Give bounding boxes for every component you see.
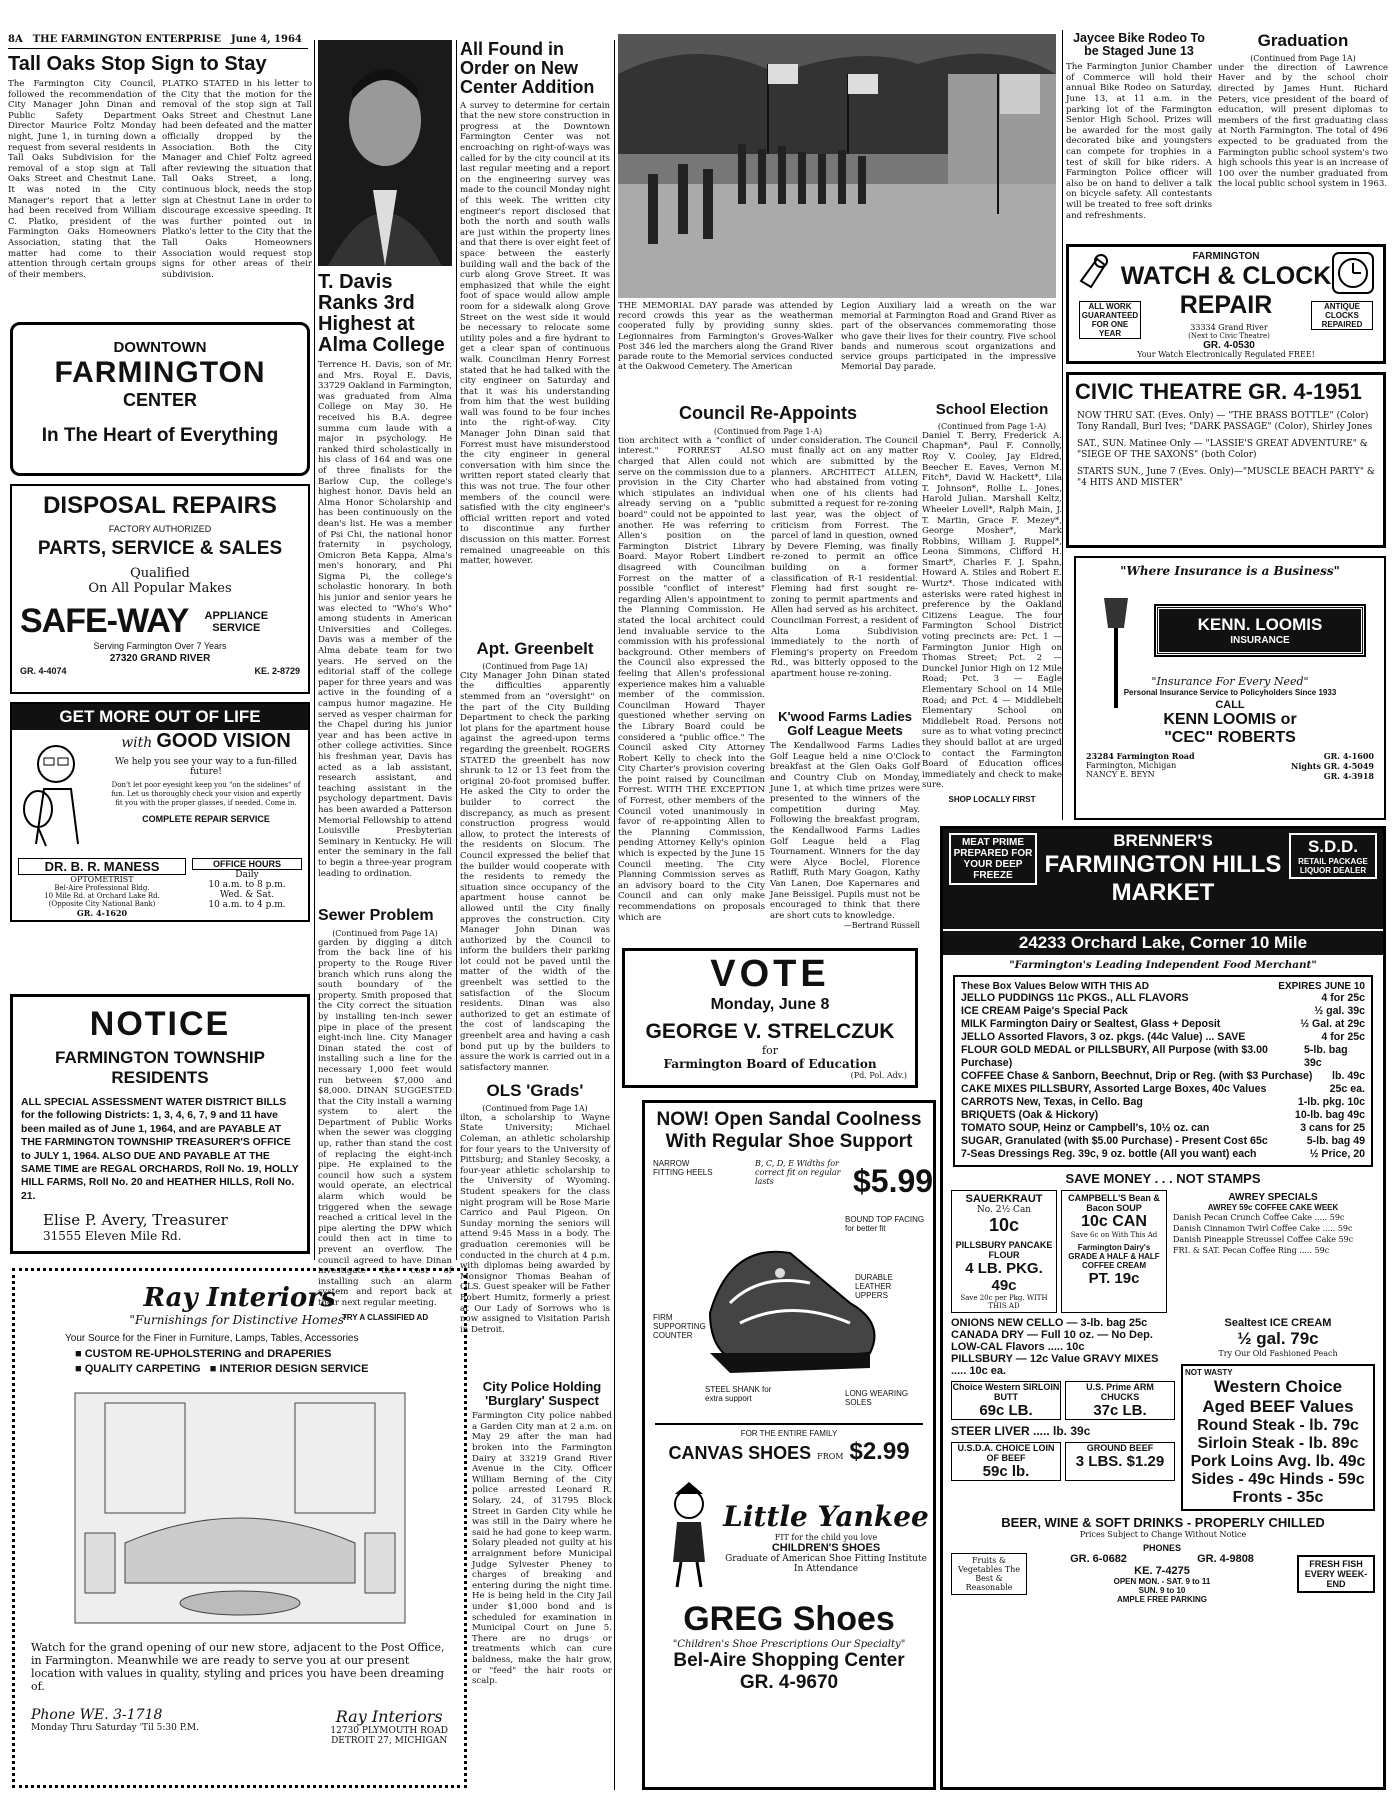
- disposal-phone-2: KE. 2-8729: [254, 666, 300, 676]
- issue-date: June 4, 1964: [231, 34, 302, 45]
- brenner-soup-3: Save 6c on With This Ad: [1070, 1231, 1158, 1239]
- greg-canvas: CANVAS SHOES: [668, 1443, 812, 1463]
- brenner-item-price: 5-lb. bag 49: [1306, 1135, 1365, 1147]
- grad-cont: (Continued from Page 1A): [1250, 53, 1356, 63]
- school-headline: School Election: [935, 401, 1049, 418]
- insurance-sign: KENN. LOOMIS: [1197, 615, 1323, 634]
- civic-line-3: STARTS SUN., June 7 (Eves. Only)—"MUSCLE BEACH PARTY" & "4 HITS AND MISTER": [1077, 467, 1375, 488]
- brenner-item-name: CAKE MIXES PILLSBURY, Assorted Large Boxes, 40c Values: [961, 1083, 1267, 1095]
- insurance-phone-3: GR. 4-3918: [1323, 771, 1374, 781]
- brenner-phone-c: KE. 7-4275: [1134, 1565, 1190, 1577]
- insurance-nancy: NANCY E. BEYN: [1086, 770, 1155, 779]
- center-label: CENTER: [122, 390, 197, 410]
- vote-ad: [622, 948, 918, 1088]
- insurance-ad: [1074, 556, 1386, 820]
- brenner-icecream-2: ½ gal. 79c: [1237, 1329, 1319, 1348]
- hours-wed: Wed. & Sat.: [219, 890, 275, 900]
- brenner-pancake-3: Save 20c per Pkg. WITH THIS AD: [960, 1294, 1048, 1310]
- greg-long: LONG WEARING SOLES: [845, 1389, 909, 1407]
- vote-pol: (Pd. Pol. Adv.): [850, 1071, 907, 1080]
- civic-theatre-ad: [1066, 372, 1386, 548]
- paper-name: THE FARMINGTON ENTERPRISE: [32, 34, 221, 45]
- brenner-fronts: Fronts - 35c: [1232, 1489, 1324, 1506]
- brenner-item: [961, 1109, 1365, 1122]
- brenner-item-price: ½ Gal. at 29c: [1300, 1018, 1365, 1030]
- brenner-not-wasty: NOT WASTY: [1185, 1368, 1233, 1377]
- brenner-item-name: ICE CREAM Paige's Special Pack: [961, 1005, 1128, 1017]
- brenner-phone-b: GR. 4-9808: [1197, 1553, 1254, 1565]
- watch-line-2: WATCH & CLOCK: [1120, 262, 1332, 290]
- memorial-caption: [618, 300, 1056, 376]
- disposal-qualified: Qualified: [130, 566, 190, 581]
- notice-body: ALL SPECIAL ASSESSMENT WATER DISTRICT BILLS for the following Districts: 1, 3, 4, 6, 7, 9 and 11 have been mailed as of June 1, 1964, and are PAYABLE AT THE FARMINGTON TOWNSHIP TREASURER'S OFFICE to JULY 1, 1964. ALSO DUE AND PAYABLE AT THE SAME TIME are REGAL ORCHARDS, Roll No. 19, HOLLY HILL FARMS, Roll No. 20 and HEATHER HILLS, Roll No. 21.: [21, 1097, 299, 1202]
- brenner-item-name: CARROTS New, Texas, in Cello. Bag: [961, 1096, 1143, 1108]
- graduation-article: [1218, 30, 1388, 240]
- brenner-ground: GROUND BEEF: [1086, 1443, 1154, 1453]
- vision-bldg: Bel-Aire Professional Bldg.: [54, 884, 150, 892]
- greg-widths: B, C, D, E Widths for correct fit on regular lasts: [755, 1159, 841, 1186]
- greg-phone: GR. 4-9670: [739, 1672, 839, 1693]
- kwood-byline: —Bertrand Russell: [843, 921, 920, 931]
- brenner-save: SAVE MONEY . . . NOT STAMPS: [1065, 1171, 1261, 1186]
- brenner-item-name: MILK Farmington Dairy or Sealtest, Glass + Deposit: [961, 1018, 1221, 1030]
- greg-grad: Graduate of American Shoe Fitting Institute In Attendance: [725, 1554, 927, 1574]
- brenner-item: [961, 1005, 1365, 1018]
- vision-help: We help you see your way to a fun-filled future!: [114, 757, 298, 777]
- brenner-item: [961, 1031, 1365, 1044]
- memorial-caption-2: Legion Auxiliary laid a wreath on the war memorial at Farmington Road and Grand River as part of the observances commemorating those who gave their lives for their country. Five school bands and numerous scout organizations and service groups participated in the impressive Memorial Day parade.: [841, 300, 1056, 372]
- brenner-slogan: "Farmington's Leading Independent Food Merchant": [1009, 959, 1317, 971]
- greg-center: Bel-Aire Shopping Center: [673, 1650, 905, 1671]
- brenner-item: [961, 992, 1365, 1005]
- disposal-title: DISPOSAL REPAIRS: [43, 492, 277, 519]
- brenner-lowcal: CANADA DRY — Full 10 oz. — No Dep. LOW-CAL Flavors ..... 10c: [951, 1329, 1153, 1353]
- insurance-need: "Insurance For Every Need": [1151, 675, 1309, 688]
- brenner-kraut-3: 10c: [988, 1215, 1020, 1235]
- column-rule-1: [314, 40, 315, 1260]
- vision-banner: GET MORE OUT OF LIFE: [12, 704, 308, 730]
- grad-headline: Graduation: [1257, 31, 1349, 50]
- vision-complete: COMPLETE REPAIR SERVICE: [142, 814, 270, 824]
- brenner-western: Western Choice: [1213, 1377, 1343, 1396]
- brenner-creamer-2: PT. 19c: [1088, 1270, 1140, 1287]
- brenner-loin-2: 59c lb.: [982, 1463, 1030, 1480]
- brenner-pancake-2: 4 LB. PKG. 49c: [965, 1260, 1043, 1294]
- brenner-aged: Aged BEEF Values: [1202, 1397, 1354, 1416]
- greg-firm: FIRM SUPPORTING COUNTER: [653, 1313, 706, 1340]
- brenner-awrey-2: AWREY 59c COFFEE CAKE WEEK: [1207, 1203, 1339, 1212]
- brenner-sdd-2: RETAIL PACKAGE LIQUOR DEALER: [1298, 857, 1368, 875]
- watch-antique: ANTIQUE CLOCKS REPAIRED: [1311, 301, 1373, 330]
- watch-free: Your Watch Electronically Regulated FREE!: [1137, 350, 1315, 359]
- ray-title: Ray Interiors: [143, 1283, 336, 1313]
- brenner-soup-2: 10c CAN: [1081, 1213, 1147, 1230]
- vision-phone: GR. 4-1620: [76, 908, 128, 918]
- ray-addr-1: 12730 PLYMOUTH ROAD: [330, 1726, 448, 1736]
- davis-article: [318, 270, 452, 890]
- watch-clock-ad: [1066, 244, 1386, 364]
- brenner-ground-2: 3 LBS. $1.29: [1075, 1453, 1165, 1470]
- brenner-box-header: These Box Values Below WITH THIS AD: [961, 981, 1149, 992]
- tall-oaks-headline: Tall Oaks Stop Sign to Stay: [8, 53, 267, 75]
- brenner-fruits: Fruits & Vegetables The Best & Reasonable: [951, 1553, 1027, 1595]
- brenner-item: [961, 1135, 1365, 1148]
- brenner-sdd: S.D.D.: [1307, 837, 1359, 856]
- greg-price: $5.99: [853, 1163, 934, 1199]
- brenner-onions: ONIONS NEW CELLO — 3-lb. bag 25c: [951, 1317, 1148, 1329]
- farmington-label: FARMINGTON: [54, 356, 266, 389]
- brenner-item-list: [961, 992, 1365, 1161]
- bike-rodeo-article: [1066, 30, 1212, 240]
- vision-small: Don't let poor eyesight keep you "on the sidelines" of fun. Let us thoroughly check your vision and expertly fit you with the proper glasses, if needed. Come in.: [111, 781, 301, 807]
- brenner-kraut: SAUERKRAUT: [965, 1193, 1043, 1205]
- little-yankee-boy-icon: [659, 1482, 719, 1592]
- brenner-item: [961, 1096, 1365, 1109]
- ray-hours: Monday Thru Saturday 'Til 5:30 P.M.: [31, 1723, 199, 1733]
- disposal-serving: Serving Farmington Over 7 Years: [93, 641, 227, 651]
- safeway-brand: SAFE-WAY: [20, 602, 189, 640]
- brenner-item-name: JELLO Assorted Flavors, 3 oz. pkgs. (44c Value) ... SAVE: [961, 1031, 1246, 1043]
- council-cont: (Continued from Page 1-A): [713, 426, 823, 436]
- vision-good: GOOD VISION: [156, 730, 291, 752]
- brenner-icecream: Sealtest ICE CREAM: [1224, 1317, 1332, 1329]
- insurance-phone-2: Nights GR. 4-5049: [1291, 761, 1374, 771]
- greenbelt-cont: (Continued from Page 1A): [482, 661, 588, 671]
- tennis-player-illustration: [16, 734, 106, 854]
- vision-addr: 10 Mile Rd. at Orchard Lake Rd.: [44, 892, 160, 900]
- disposal-auth: FACTORY AUTHORIZED: [108, 524, 212, 534]
- tall-oaks-text-2: PLATKO STATED in his letter to the City that the motion for the removal of the stop sign at Tall Oaks Street and Chestnut Lane had been defeated and the matter officially dropped by the Association. Both the City Manager and Chief Foltz agreed after reviewing the situation that Tall Oaks Street, a long, continuous block, needs the stop sign at Chestnut Lane in order to discourage excessive speeding. It was further pointed out in Platko's letter to the City that the Tall Oaks Homeowners Association would request stop signs for other areas of their subdivision.: [162, 79, 312, 280]
- vote-candidate: GEORGE V. STRELCZUK: [645, 1020, 895, 1043]
- disposal-parts: PARTS, SERVICE & SALES: [37, 538, 283, 559]
- brenner-item-price: 4 for 25c: [1321, 992, 1365, 1004]
- lantern-icon: [1096, 588, 1136, 708]
- civic-title: CIVIC THEATRE GR. 4-1951: [1075, 379, 1362, 404]
- council-headline: Council Re-Appoints: [679, 403, 857, 423]
- bike-text: The Farmington Junior Chamber of Commerce will hold their annual Bike Rodeo on Saturday, June 13, at 11 a.m. in the parking lot of the Farmington Senior High School. Prizes will be awarded for the most gaily decorated bike and youngsters can compete for trophies in a test of skill for bike riders. A Farmington Police officer will also be on hand to deliver a talk on bicycle safety. All contestants will be treated to free soft drinks and refreshments.: [1066, 62, 1212, 221]
- brenner-soup: CAMPBELL'S Bean & Bacon SOUP: [1068, 1193, 1160, 1213]
- clock-icon: [1331, 251, 1375, 295]
- brenners-market-ad: [940, 826, 1386, 1790]
- column-rule-2: [456, 40, 457, 1260]
- brenner-chuck: U.S. Prime ARM CHUCKS: [1086, 1382, 1154, 1402]
- awrey-item: Danish Pineapple Streussel Coffee Cake 59c: [1173, 1235, 1354, 1244]
- school-tag: SHOP LOCALLY FIRST: [948, 794, 1036, 804]
- watch-phone: GR. 4-0530: [1203, 340, 1255, 351]
- brenner-beer: BEER, WINE & SOFT DRINKS - PROPERLY CHILLED: [1001, 1515, 1325, 1530]
- page-number: 8A: [8, 34, 23, 45]
- tall-oaks-article: [8, 52, 312, 310]
- ray-bullet-2: ■ QUALITY CARPETING ■ INTERIOR DESIGN SERVICE: [75, 1363, 369, 1375]
- ols-article: [460, 1080, 610, 1370]
- vote-date: Monday, June 8: [710, 996, 830, 1013]
- insurance-addr-2: Farmington, Michigan: [1086, 761, 1177, 770]
- brenner-title: BRENNER'S: [1113, 831, 1213, 850]
- grad-text: under the direction of Lawrence Haver and by the school choir directed by James Hunt. Richard Peters, vice president of the board of education, will present diplomas to members of the first graduating class at North Farmington. The total of 496 expected to be graduated from the Farmington public school system's two high schools this year is an increase of 100 over the number graduated from the local public school system in 1963.: [1218, 62, 1388, 190]
- brenner-parking: AMPLE FREE PARKING: [1116, 1595, 1208, 1604]
- watch-line-3: REPAIR: [1179, 291, 1273, 319]
- school-cont: (Continued from Page 1-A): [937, 421, 1047, 431]
- davis-portrait: [318, 40, 452, 266]
- ray-watch: Watch for the grand opening of our new store, adjacent to the Post Office, in Farmington. Meanwhile we are ready to serve you at our present location with values in quality, styling and prices you have been dreaming of.: [31, 1641, 445, 1693]
- brenner-item-price: 1-lb. pkg. 10c: [1297, 1096, 1365, 1108]
- brenner-creamer: Farmington Dairy's GRADE A HALF & HALF COFFEE CREAM: [1068, 1243, 1160, 1270]
- brenner-item-name: 7-Seas Dressings Reg. 39c, 9 oz. bottle (All you want) each: [961, 1148, 1257, 1160]
- ols-text: ilton, a scholarship to Wayne State University; Michael Coleman, an athletic scholarship for four years to the University of Pittsburg; and Stanley Secosky, a four-year athletic scholarship to the University of Wyoming. Student speakers for the class night program will be Rose Marie Carrico and Paul Pigeon. On Sunday morning the seniors will attend 9:45 Mass in a body. The graduation ceremonies will be conducted in the church at 4 p.m. with diplomas being awarded by Monsignor Thomas Beahan of OLS. Guest speaker will be Father Robert Humitz, formerly a priest at Our Lady of Sorrows who is now assigned to Visitation Parish in Detroit.: [460, 1112, 610, 1335]
- brenner-item-price: 5-lb. bag 39c: [1304, 1044, 1348, 1069]
- greg-fit: FIT for the child you love: [774, 1533, 878, 1542]
- insurance-sign-2: INSURANCE: [1230, 635, 1290, 646]
- notice-box: [10, 994, 310, 1254]
- brenner-item: [961, 1044, 1365, 1070]
- greg-narrow: NARROW FITTING HEELS: [653, 1159, 713, 1177]
- brenner-item: [961, 1018, 1365, 1031]
- greg-shoes-ad: [642, 1100, 936, 1790]
- brenner-awrey: AWREY SPECIALS: [1228, 1192, 1318, 1203]
- notice-sub: FARMINGTON TOWNSHIP RESIDENTS: [55, 1048, 265, 1087]
- sewer-headline: Sewer Problem: [318, 907, 434, 924]
- vote-title: VOTE: [710, 953, 830, 995]
- watch-next: (Next to Civic Theatre): [1188, 332, 1270, 340]
- brenner-item-price: 10-lb. bag 49c: [1294, 1109, 1365, 1121]
- brenner-icecream-3: Try Our Old Fashioned Peach: [1218, 1349, 1338, 1358]
- watch-title: FARMINGTON: [1192, 251, 1260, 262]
- greg-children: CHILDREN'S SHOES: [771, 1542, 881, 1554]
- doctor-name: DR. B. R. MANESS: [18, 858, 186, 875]
- vote-board: Farmington Board of Education: [663, 1057, 877, 1071]
- notice-title: NOTICE: [89, 1005, 231, 1043]
- brenner-sides: Sides - 49c Hinds - 59c: [1191, 1471, 1365, 1488]
- downtown-label: DOWNTOWN: [113, 339, 207, 356]
- brenner-pork: Pork Loins Avg. lb. 49c: [1190, 1453, 1366, 1470]
- brenner-item-name: TOMATO SOUP, Heinz or Campbell's, 10½ oz. can: [961, 1122, 1210, 1134]
- optometrist: OPTOMETRIST: [70, 875, 134, 884]
- brenner-phone-a: GR. 6-0682: [1070, 1553, 1127, 1565]
- brenner-item-name: COFFEE Chase & Sanborn, Beechnut, Drip or Reg. (with $3 Purchase): [961, 1070, 1313, 1082]
- davis-headline: T. Davis Ranks 3rd Highest at Alma College: [318, 271, 445, 356]
- masthead: [8, 34, 308, 48]
- civic-line-2: SAT., SUN. Matinee Only — "LASSIE'S GREAT ADVENTURE" & "SIEGE OF THE SAXONS" (both Color): [1077, 439, 1368, 460]
- brenner-gravy: PILLSBURY — 12c Value GRAVY MIXES ..... 10c ea.: [951, 1353, 1159, 1377]
- downtown-tagline: In The Heart of Everything: [41, 425, 279, 446]
- brenner-meat: MEAT PRIME PREPARED FOR YOUR DEEP FREEZE: [949, 833, 1037, 885]
- davis-text: Terrence H. Davis, son of Mr. and Mrs. Royal E. Davis, 33729 Oakland in Farmington, was graduated from Alma College on May 30. He received his B.A. degree summa cum laude with a major in psychology. He ranked third scholastically in his class of 164 and was one of three finalists for the Barlow Cup, the college's highest honor. Davis held an Alma Honor Scholarship and has been continuously on the dean's list. He was a member of Psi Chi, the national honor fraternity in psychology, Omicron Beta Kappa, Alma's men's honorary, and Phi Sigma Pi, the college's scholastic honorary. In both his junior and senior years he was elected to "Who's Who" among students in American Universities and Colleges. Davis was a member of the Alma debate team for two years. He served on the editorial staff of the college paper for three years and was active in the founding of a campus humor magazine. He served as vesper chairman for the Chapel during his junior year and has been active in other college activities. Since his freshman year, Davis has acted as a lab assistant, research assistant, and teaching assistant in the psychology department. Davis has been awarded a Patterson Memorial Fellowship to attend Louisville Presbyterian Seminary in Kentucky. He will enter the seminary in the fall to begin a three-year program leading to ordination.: [318, 360, 452, 879]
- sewer-cont: (Continued from Page 1A): [332, 928, 438, 938]
- notice-treasurer: Elise P. Avery, Treasurer: [43, 1211, 228, 1230]
- brenner-item-price: ½ Price, 20: [1309, 1148, 1365, 1160]
- brenner-sirloin: Choice Western SIRLOIN BUTT: [952, 1382, 1060, 1402]
- police-headline: City Police Holding 'Burglary' Suspect: [482, 1379, 602, 1408]
- masthead-rule: [8, 48, 308, 49]
- brenner-item-name: SUGAR, Granulated (with $5.00 Purchase) - Present Cost 65c: [961, 1135, 1268, 1147]
- ols-headline: OLS 'Grads': [486, 1081, 584, 1100]
- watch-address: 33334 Grand River: [1190, 323, 1268, 332]
- insurance-phone-1: GR. 4-1600: [1323, 751, 1374, 761]
- greg-from: FROM: [817, 1452, 844, 1461]
- brenner-expires: EXPIRES JUNE 10: [1278, 981, 1365, 992]
- greg-slogan: "Children's Shoe Prescriptions Our Specialty": [672, 1639, 906, 1650]
- greg-yankee: Little Yankee: [723, 1500, 929, 1533]
- brenner-prices: Prices Subject to Change Without Notice: [1079, 1530, 1247, 1539]
- brenner-sirloin-2: 69c LB.: [979, 1402, 1033, 1419]
- brenner-title-2: FARMINGTON HILLS: [1044, 851, 1282, 878]
- greg-steel: STEEL SHANK for extra support: [705, 1385, 772, 1403]
- greenbelt-text: City Manager John Dinan stated the difficulties apparently stemmed from an "oversight" on the part of the City Building Department to check the parking lot plans for the apartment house against the agreed-upon terms regarding the greenbelt. ROGERS STATED the greenbelt has now shrunk to 12 or 13 feet from the original 20-foot promised buffer. He asked the City to order the builder to correct the discrepancy, as much as present construction progress would allow, to protect the interests of the residents on Slocum. The Council expressed the belief that the builder would cooperate with the residents to remedy the situation since occupancy of the apartment house cannot be allowed until the City finally approves the construction. City Manager John Dinan was authorized by the Council to inform the builders their parking lot could not be paved until the matter of the width of the greenbelt was settled to the satisfaction of the Slocum residents. Dinan was also authorized to get an estimate of the cost of landscaping the greenbelt area and having a cash bond put up by the builders to assure the work is carried out in a satisfactory manner.: [460, 670, 610, 1073]
- greg-headline-1: NOW! Open Sandal Coolness: [656, 1109, 922, 1130]
- brenner-item-price: lb. 49c: [1332, 1070, 1365, 1082]
- insurance-personal: Personal Insurance Service to Policyholders Since 1933: [1123, 688, 1337, 697]
- sandal-shoe-illustration: [700, 1203, 890, 1393]
- brenner-loin: U.S.D.A. CHOICE LOIN OF BEEF: [957, 1443, 1055, 1463]
- memorial-day-photo: [618, 34, 1056, 298]
- brenner-chuck-2: 37c LB.: [1093, 1402, 1147, 1419]
- greg-price-2: $2.99: [849, 1438, 910, 1465]
- ray-source: Your Source for the Finer in Furniture, Lamps, Tables, Accessories: [65, 1333, 359, 1344]
- brenner-item-name: BRIQUETS (Oak & Hickory): [961, 1109, 1099, 1121]
- vote-for: for: [762, 1044, 778, 1057]
- kwood-text: The Kendallwood Farms Ladies Golf League held a nine O'Clock breakfast at the Glen Oaks Golf and Country Club on Monday, June 1, at which time prizes were presented to the winners of the competition during May. Following the breakfast program, the Kendallwood Farms Ladies Golf League held a Flag Tournament. Winners for the day were Alyce Boclel, Florence Ratliff, Ruth Mary Goagon, Kathy Van Lanen, Doe Kapernares and Jane Beissigel. Pupils must not be encouraged to think that there are short cuts to knowledge.: [770, 741, 920, 921]
- ray-script: "Furnishings for Distinctive Homes": [129, 1313, 350, 1327]
- ray-addr-2: DETROIT 27, MICHIGAN: [331, 1736, 448, 1746]
- brenner-phones: PHONES: [1142, 1543, 1181, 1553]
- awrey-item: FRI. & SAT. Pecan Coffee Ring ..... 59c: [1173, 1246, 1330, 1255]
- brenner-item: [961, 1148, 1365, 1161]
- watch-guarantee: ALL WORK GUARANTEED FOR ONE YEAR: [1079, 301, 1141, 339]
- insurance-call: CALL: [1215, 699, 1245, 711]
- kwood-article: [770, 708, 920, 940]
- council-text-2: under consideration. The Council must finally act on any matter which are submitted by the planners. ARCHITECT ALLEN, who had abstained from voting when one of his clients had submitted a request for re-zoning last year, was the object of criticism from Forrest. The parcel of land in question, owned by Devere Fleming, was finally re-zoned to permit an office building on a former classification of R-1 residential. Fleming had first sought re-zoning to permit apartments and Allen had served as his architect. Councilman Forrest, a resident of Alta Loma Subdivision immediately to the north of Fleming's property on Freedom Rd., was bitterly opposed to the apartment house re-zoning.: [771, 435, 918, 679]
- hours-1: 10 a.m. to 8 p.m.: [208, 880, 286, 890]
- brenner-sun: SUN. 9 to 10: [1138, 1586, 1186, 1595]
- school-text: Daniel T. Berry, Frederick A. Chapman*, Paul F. Connolly, Roy V. Cooley, Jay Eldred, Beecher E. Eaves, Vernon M. Fitch*, David W. Hackett*, Lila T. Johnson*, Rollie L. Jones, Harold Julian. Marshall Keltz, Wheeler Lovell*, Ralph Main, J. T. Martin, Grace F. Mezey*, George Mosher*, Mark Robbins, William J. Ruppel*, Leona Simmons, Clifford H. Smart*, Charles F. J. Spahn, Howard A. Stiles and Robert E. Wurtz*. Those indicated with asterisks were rated highest in preference by the Oakland Citizens League. The four Farmington School District voting precincts are: Pct. 1 — Farmington Junior High on Thomas Street; Pct. 2 — Dunckel Junior High on 12 Mile Road; Pct. 3 — Eagle Elementary School on 14 Mile Road; and Pct. 4 — Middlebelt Elementary School on Middlebelt Road. Persons not sure as to what voting precinct they should ballot at are urged to contact the Farmington Board of Education offices immediately and check to make sure.: [922, 430, 1062, 791]
- brenner-item: [961, 1083, 1365, 1096]
- brenner-sirloin-steak: Sirloin Steak - lb. 89c: [1197, 1435, 1359, 1452]
- brenner-open: OPEN MON. - SAT. 9 to 11: [1113, 1577, 1211, 1586]
- brenner-title-3: MARKET: [1111, 879, 1215, 906]
- memorial-caption-1: THE MEMORIAL DAY parade was attended by record crowds this year as the weatherman cooperated fully by providing sunny skies. Legionnaires from Farmington's Groves-Walker Post 346 led the marchers along the Grand River parade route to the Memorial services conducted at the Oakwood Cemetery. The American: [618, 300, 833, 372]
- sewer-text: garden by digging a ditch from the back line of his property to the Rouge River branch which runs along the south boundary of the property. Smith proposed that the City correct the situation by installing ten-inch sewer pipe in place of the present eight-inch line. City Manager Dinan stated the cost of installing such a line for the necessary 1,000 feet would run between $7,000 and $8,000. DINAN SUGGESTED that the City install a warning system to alert the Department of Public Works when the sewer was clogging up, rather than stand the cost of replacing the eight-inch pipe. He explained to the council how such a system would operate, an electrical alarm which would be triggered when the sewage reached a critical level in the pipe alerting the DPW which could then act in time to prevent an overflow. The council agreed to have Dinan investigate the cost of installing such an alarm system and report back at their next regular meeting.: [318, 937, 452, 1308]
- brenner-kraut-2: No. 2½ Can: [976, 1205, 1032, 1215]
- sewer-tag: TRY A CLASSIFIED AD: [341, 1312, 429, 1322]
- brenner-item-price: 4 for 25c: [1321, 1031, 1365, 1043]
- brenner-round: Round Steak - lb. 79c: [1197, 1417, 1359, 1434]
- greg-durable: DURABLE LEATHER UPPERS: [855, 1273, 893, 1300]
- greenbelt-headline: Apt. Greenbelt: [476, 639, 594, 658]
- insurance-name: KENN LOOMIS or: [1163, 711, 1297, 728]
- brenner-item-price: 25c ea.: [1329, 1083, 1365, 1095]
- all-found-article: [460, 38, 610, 648]
- brenner-item-price: 3 cans for 25: [1300, 1122, 1365, 1134]
- column-rule-3: [614, 40, 615, 1790]
- greg-name: GREG Shoes: [683, 1600, 895, 1638]
- police-text: Farmington City police nabbed a Garden City man at 2 a.m. on May 29 after the man had broken into the Farmington Dairy at 33219 Grand River Avenue in the City. Officer William Berning of the City police arrested Leonard R. Solary, 24, of 31795 Block Street in Garden City while he was still in the Dairy where he said he had gone to keep warm. Solary pleaded not guilty at his arraignment before Municipal Judge Sylvester Pheney to charges of breaking and entering during the night time. He is being held in the City Jail under $1,000 bond and is scheduled for examination in Municipal Court on June 5. There are no drugs or treatments which can cure baldness, make the hair grow, or "feed" the hair roots or scalp.: [472, 1411, 612, 1687]
- greg-bound: BOUND TOP FACING for better fit: [845, 1215, 925, 1233]
- brenner-item: [961, 1070, 1365, 1083]
- police-article: [472, 1378, 612, 1788]
- downtown-farmington-ad: [10, 322, 310, 476]
- awrey-item: Danish Cinnamon Twirl Coffee Cake ..... 59c: [1173, 1224, 1353, 1233]
- insurance-top: "Where Insurance is a Business": [1120, 564, 1340, 578]
- disposal-repairs-ad: [10, 484, 310, 694]
- brenner-item-name: FLOUR GOLD MEDAL or PILLSBURY, All Purpose (with $3.00 Purchase): [961, 1044, 1268, 1069]
- disposal-phone-1: GR. 4-4074: [20, 666, 67, 676]
- bike-headline: Jaycee Bike Rodeo To be Staged June 13: [1073, 31, 1205, 59]
- ray-bullet-1: ■ CUSTOM RE-UPHOLSTERING and DRAPERIES: [75, 1348, 332, 1360]
- awrey-item: Danish Pecan Crunch Coffee Cake ..... 59c: [1173, 1213, 1345, 1222]
- brenner-steer: STEER LIVER ..... lb. 39c: [951, 1424, 1091, 1438]
- all-found-headline: All Found in Order on New Center Addition: [460, 39, 595, 97]
- ols-cont: (Continued from Page 1A): [482, 1103, 588, 1113]
- greg-headline-2: With Regular Shoe Support: [665, 1131, 913, 1152]
- hand-pointer-icon: [1077, 251, 1117, 295]
- disposal-address: 27320 GRAND RIVER: [109, 653, 211, 664]
- column-rule-4: [1062, 30, 1063, 820]
- civic-line-1: NOW THRU SAT. (Eves. Only) — "THE BRASS BOTTLE" (Color) Tony Randall, Burl Ives; "DARK PASSAGE" (Color), Shirley Jones: [1077, 411, 1373, 432]
- brenner-item-name: JELLO PUDDINGS 11c PKGS., ALL FLAVORS: [961, 992, 1189, 1004]
- notice-address: 31555 Eleven Mile Rd.: [43, 1229, 182, 1244]
- vision-opp: (Opposite City National Bank): [48, 900, 156, 908]
- living-room-illustration: [65, 1383, 415, 1633]
- greenbelt-article: [460, 638, 610, 1073]
- brenner-pancake: PILLSBURY PANCAKE FLOUR: [955, 1240, 1053, 1260]
- sewer-article: [318, 906, 452, 1322]
- tall-oaks-text-1: The Farmington City Council, followed the recommendation of City Manager John Dinan and Public Safety Department Director Maurice Foltz Monday night, June 1, in turning down a request from several residents in Tall Oaks Subdivision for the removal of a stop sign at Tall Oaks Street and Chestnut Lane. It was noted in the City Manager's report that a letter had been received from William C. Platko, president of the Farmington Oaks Homeowners Association, stating that the matter had come to their attention through certain groups of their members.: [8, 79, 156, 280]
- vision-with: with: [121, 735, 153, 751]
- council-text-1: tion architect with a "conflict of interest." FORREST ALSO charged that Allen could not serve on the commission due to a provision in the City Charter which stipulates an individual already serving on a "public board" could not be appointed to another. He was referring to Allen's position on the Farmington District Library Board. Mayor Robert Lindbert disagreed with Councilman Forrest on the matter of a possible "conflict of interest" regarding Allen's appointment to the Planning Commission. He stated the local architect could lend invaluable service to the commission with his professional background. Other members of the Council also expressed the feeling that Allen's professional experience makes him a valuable member of the commission. Councilman Howard Thayer questioned whether serving on the Library Board could be considered a "public office." The Council asked City Attorney Robert Kelly to check into the City Charter's provision covering the point raised by Councilman Forrest. WITH THE EXCEPTION of Forrest, other members of the Council voted unanimously in favor of re-appointing Allen to the Planning Commission, pending Attorney Kelly's opinion which is expected by the June 15 Council meeting. The City Planning Commission serves as an advisory board to the City Council and can only make recommendations on proposals which are: [618, 435, 765, 923]
- awrey-list: [1173, 1212, 1373, 1256]
- ray-phone: Phone WE. 3-1718: [31, 1707, 163, 1723]
- kwood-headline: K'wood Farms Ladies Golf League Meets: [778, 709, 912, 738]
- disposal-makes: On All Popular Makes: [88, 581, 232, 596]
- brenner-item-price: ½ gal. 39c: [1314, 1005, 1365, 1017]
- brenner-addr: 24233 Orchard Lake, Corner 10 Mile: [943, 929, 1383, 955]
- ray-name-2: Ray Interiors: [335, 1707, 443, 1726]
- insurance-name-2: "CEC" ROBERTS: [1164, 729, 1296, 746]
- office-hours-title: OFFICE HOURS: [192, 858, 302, 870]
- all-found-text: A survey to determine for certain that the new store construction in progress at the Downtown Farmington Center was not encroaching on right-of-ways was called for by the city council at its last regular meeting and a report on the engineering survey was made to the council Monday night of this week. The written city engineer's report disclosed that both the north and south walls are just within the property lines and that there is over eight feet of space between the easterly building wall and the back of the curb along Grove Street. It was emphasized that while the eight foot of space would allow ample room for a sidewalk along Grove Street on the west side it would be necessary to relocate some utility poles and a fire hydrant to get a clear span of continuous walk. Councilman Henry Forrest stated that he had talked with the city engineer on Saturday and that it was his understanding from him that the west building wall was found to be four inches into the right-of-way. City Manager John Dinan said that Forrest must have misunderstood the city engineer in general conversation with him since the written report stated clearly that this was not true. The four other members of the council were satisfied with the city engineer's official written report and voted to discontinue any further discussion on this matter. Forrest remained unagreeable on this matter, however.: [460, 100, 610, 567]
- ray-interiors-ad: [12, 1268, 467, 1788]
- hours-2: 10 a.m. to 4 p.m.: [208, 900, 286, 910]
- greg-family: FOR THE ENTIRE FAMILY: [655, 1423, 923, 1438]
- good-vision-ad: [10, 702, 310, 922]
- brenner-item: [961, 1122, 1365, 1135]
- brenner-fish: FRESH FISH EVERY WEEK-END: [1297, 1555, 1375, 1593]
- safeway-service: APPLIANCE SERVICE: [204, 609, 269, 634]
- hours-daily: Daily: [235, 870, 259, 880]
- insurance-addr-1: 23284 Farmington Road: [1086, 751, 1195, 761]
